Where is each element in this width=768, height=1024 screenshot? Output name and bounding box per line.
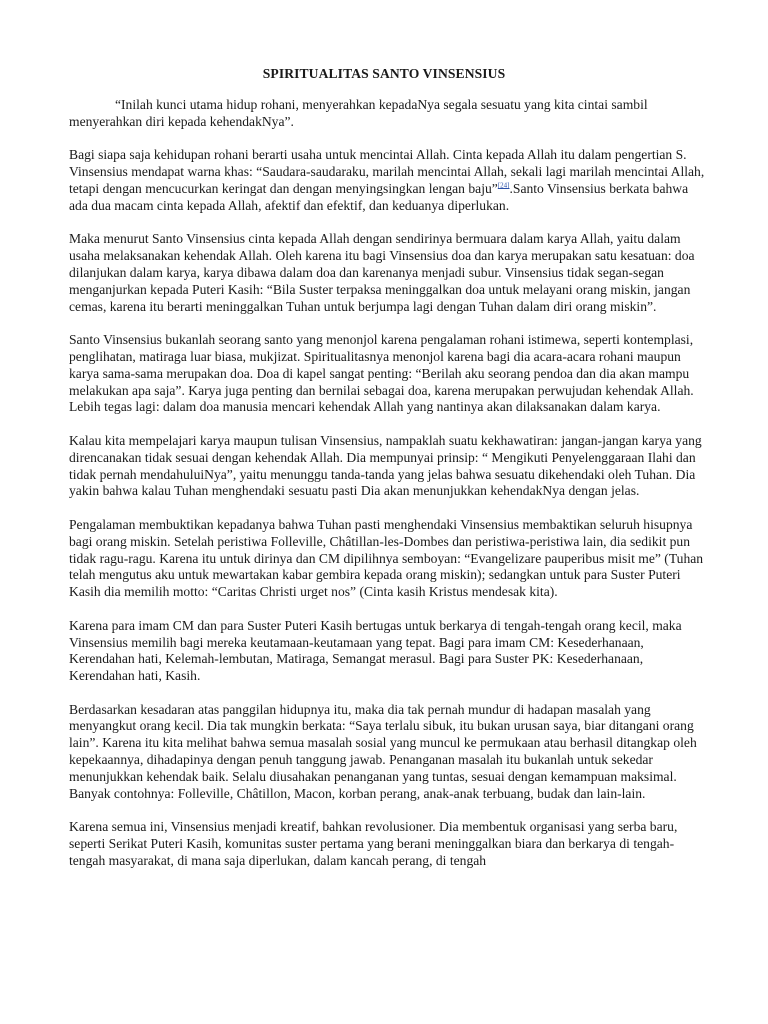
paragraph-9: Karena semua ini, Vinsensius menjadi kreatif, bahkan revolusioner. Dia membentuk organisasi yang serba baru, seperti Serikat Puteri Kasih, komunitas suster pertama yang berani meninggalkan biara dan berkarya di tengah-tengah masyarakat, di mana saja diperlukan, dalam kancah perang, di tengah [69, 819, 678, 868]
paragraph-quote: “Inilah kunci utama hidup rohani, menyerahkan kepadaNya segala sesuatu yang kita cintai sambil menyerahkan diri kepada kehendakNya”. [69, 97, 648, 129]
paragraph-3: Maka menurut Santo Vinsensius cinta kepada Allah dengan sendirinya bermuara dalam karya Allah, yaitu dalam usaha melaksanakan kehendak Allah. Oleh karena itu bagi Vinsensius doa dan karya merupakan satu kesatuan: doa dilanjukan dalam karya, karya dibawa dalam doa dan karenanya menjadi subur. Vinsensius tidak segan-segan menganjurkan kepada Puteri Kasih: “Bila Suster terpaksa meninggalkan doa untuk melayani orang miskin, jangan cemas, karena itu berarti meninggalkan Tuhan untuk berjumpa lagi dengan Tuhan dalam diri orang miskin”. [69, 231, 695, 314]
paragraph-2 [69, 147, 709, 214]
footnote-link[interactable]: [24] [497, 181, 510, 190]
paragraph-8: Berdasarkan kesadaran atas panggilan hidupnya itu, maka dia tak pernah mundur di hadapan masalah yang menyangkut orang kecil. Dia tak mungkin berkata: “Saya terlalu sibuk, itu bukan urusan saya, biar ditangani orang lain”. Karena itu kita melihat bahwa semua masalah sosial yang muncul ke permukaan atau berhasil ditangkap oleh kepekaannya, dihadapinya dengan penuh tanggung jawab. Penanganan masalah itu bukanlah untuk sekedar menunjukkan kehendak baik. Selalu diusahakan penanganan yang tuntas, sesuai dengan kemampuan maksimal. Banyak contohnya: Folleville, Châtillon, Macon, korban perang, anak-anak terbuang, budak dan lain-lain. [69, 701, 697, 801]
paragraph-5: Kalau kita mempelajari karya maupun tulisan Vinsensius, nampaklah suatu kekhawatiran: jangan-jangan karya yang direncanakan tidak sesuai dengan kehendak Allah. Dia mempunyai prinsip: “ Mengikuti Penyelenggaraan Ilahi dan tidak pernah mendahuluiNya”, yaitu menunggu tanda-tanda yang jelas bahwa sesuatu dikehendaki oleh Tuhan. Dia yakin bahwa kalau Tuhan menghendaki sesuatu pasti Dia akan menunjukkan kehendakNya dengan jelas. [69, 432, 702, 499]
document-body [69, 97, 709, 886]
paragraph-2-text-a: Bagi siapa saja kehidupan rohani berarti usaha untuk mencintai Allah. Cinta kepada Allah itu dalam pengertian S. Vinsensius mendapat warna khas: “Saudara-saudaraku, marilah mencintai Allah, sekali lagi marilah mencintai Allah, tetapi dengan mencucurkan keringat dan dengan menyingsingkan lengan baju” [69, 147, 705, 196]
document-title: SPIRITUALITAS SANTO VINSENSIUS [262, 66, 506, 81]
paragraph-6: Pengalaman membuktikan kepadanya bahwa Tuhan pasti menghendaki Vinsensius membaktikan seluruh hisupnya bagi orang miskin. Setelah peristiwa Folleville, Châtillan-les-Dombes dan peristiwa-peristiwa lain, dia sedikit pun tidak ragu-ragu. Karena itu untuk dirinya dan CM dipilihnya semboyan: “Evangelizare pauperibus misit me” (Tuhan telah mengutus aku untuk mewartakan kabar gembira kepada orang miskin); sedangkan untuk para Suster Puteri Kasih dia memilih motto: “Caritas Christi urget nos” (Cinta kasih Kristus mendesak kita). [69, 516, 704, 600]
paragraph-2-text-b: .Santo Vinsensius berkata bahwa ada dua macam cinta kepada Allah, afektif dan efektif, dan keduanya diperlukan. [69, 180, 689, 213]
paragraph-4: Santo Vinsensius bukanlah seorang santo yang menonjol karena pengalaman rohani istimewa, seperti kontemplasi, penglihatan, matiraga luar biasa, mukjizat. Spiritualitasnya menonjol karena bagi dia acara-acara rohani maupun karya sama-sama merupakan doa. Doa di kapel sangat penting: “Berilah aku seorang pendoa dan dia akan mampu melakukan apa saja”. Karya juga penting dan bernilai sebagai doa, karena merupakan perwujudan kehendak Allah. Lebih tegas lagi: dalam doa manusia mencari kehendak Allah yang nantinya akan dilaksanakan dalam karya. [69, 332, 694, 415]
paragraph-7: Karena para imam CM dan para Suster Puteri Kasih bertugas untuk berkarya di tengah-tengah orang kecil, maka Vinsensius memilih bagi mereka keutamaan-keutamaan yang tepat. Bagi para imam CM: Kesederhanaan, Kerendahan hati, Kelemah-lembutan, Matiraga, Semangat merasul. Bagi para Suster PK: Kesederhanaan, Kerendahan hati, Kasih. [69, 617, 682, 684]
